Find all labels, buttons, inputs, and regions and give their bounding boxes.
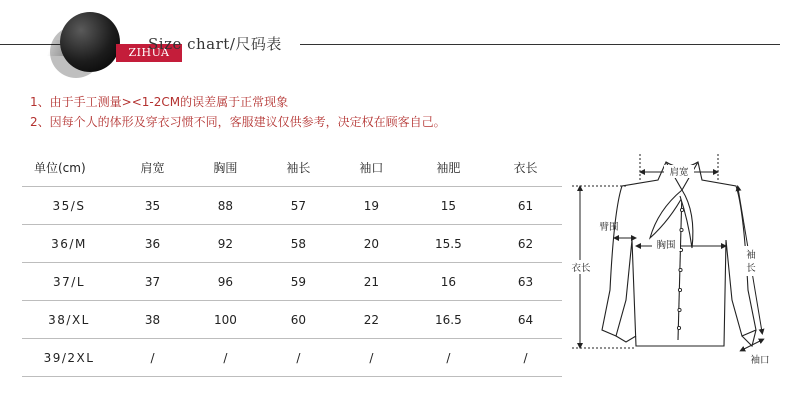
- table-cell: 35: [116, 187, 189, 225]
- table-cell: 19: [335, 187, 408, 225]
- col-unit: 单位(cm): [22, 148, 116, 187]
- table-cell: 96: [189, 263, 262, 301]
- size-cell: 38/XL: [22, 301, 116, 339]
- note-1: 1、由于手工测量><1-2CM的误差属于正常现象: [30, 95, 289, 109]
- table-cell: 15: [408, 187, 489, 225]
- table-cell: 60: [262, 301, 335, 339]
- measurement-notes: [30, 92, 446, 132]
- table-cell: 37: [116, 263, 189, 301]
- label-arm: 臂围: [599, 222, 619, 233]
- table-cell: /: [116, 339, 189, 377]
- table-cell: 15.5: [408, 225, 489, 263]
- col-chest: 胸围: [189, 148, 262, 187]
- label-shoulder: 肩宽: [669, 167, 689, 178]
- table-cell: 58: [262, 225, 335, 263]
- table-cell: 21: [335, 263, 408, 301]
- table-cell: 59: [262, 263, 335, 301]
- table-row: [22, 301, 562, 339]
- table-cell: /: [489, 339, 562, 377]
- label-sleeve-2: 长: [746, 263, 756, 274]
- note-2: 2、因每个人的体形及穿衣习惯不同，客服建议仅供参考，决定权在顾客自己。: [30, 115, 446, 129]
- table-cell: 62: [489, 225, 562, 263]
- table-cell: /: [189, 339, 262, 377]
- table-cell: 16: [408, 263, 489, 301]
- size-cell: 39/2XL: [22, 339, 116, 377]
- header-line-right: [300, 44, 780, 45]
- table-cell: 57: [262, 187, 335, 225]
- table-cell: /: [408, 339, 489, 377]
- table-cell: 36: [116, 225, 189, 263]
- size-cell: 36/M: [22, 225, 116, 263]
- brand-logo: [50, 10, 170, 72]
- table-cell: 100: [189, 301, 262, 339]
- blouse-icon: [602, 162, 756, 346]
- table-cell: 92: [189, 225, 262, 263]
- col-arm-width: 袖肥: [408, 148, 489, 187]
- table-row: [22, 263, 562, 301]
- col-length: 衣长: [489, 148, 562, 187]
- label-sleeve-1: 袖: [746, 250, 756, 261]
- cuff-measure: [742, 340, 762, 350]
- table-cell: 16.5: [408, 301, 489, 339]
- logo-circle: [60, 12, 120, 72]
- label-chest: 胸围: [656, 240, 676, 251]
- table-row: [22, 225, 562, 263]
- logo-text: ZIHUA: [116, 44, 182, 62]
- col-cuff: 袖口: [335, 148, 408, 187]
- table-cell: 38: [116, 301, 189, 339]
- table-cell: 20: [335, 225, 408, 263]
- table-cell: 64: [489, 301, 562, 339]
- table-header-row: [22, 148, 562, 187]
- table-cell: 63: [489, 263, 562, 301]
- col-shoulder: 肩宽: [116, 148, 189, 187]
- table-cell: /: [262, 339, 335, 377]
- col-sleeve-length: 袖长: [262, 148, 335, 187]
- label-length: 衣长: [571, 263, 591, 274]
- size-cell: 35/S: [22, 187, 116, 225]
- label-cuff: 袖口: [750, 355, 770, 366]
- table-cell: 22: [335, 301, 408, 339]
- table-cell: /: [335, 339, 408, 377]
- garment-diagram: [566, 150, 788, 390]
- table-cell: 61: [489, 187, 562, 225]
- page-title: Size chart/尺码表: [148, 35, 282, 53]
- size-table: [22, 148, 562, 377]
- size-cell: 37/L: [22, 263, 116, 301]
- table-cell: 88: [189, 187, 262, 225]
- table-row: [22, 339, 562, 377]
- table-row: [22, 187, 562, 225]
